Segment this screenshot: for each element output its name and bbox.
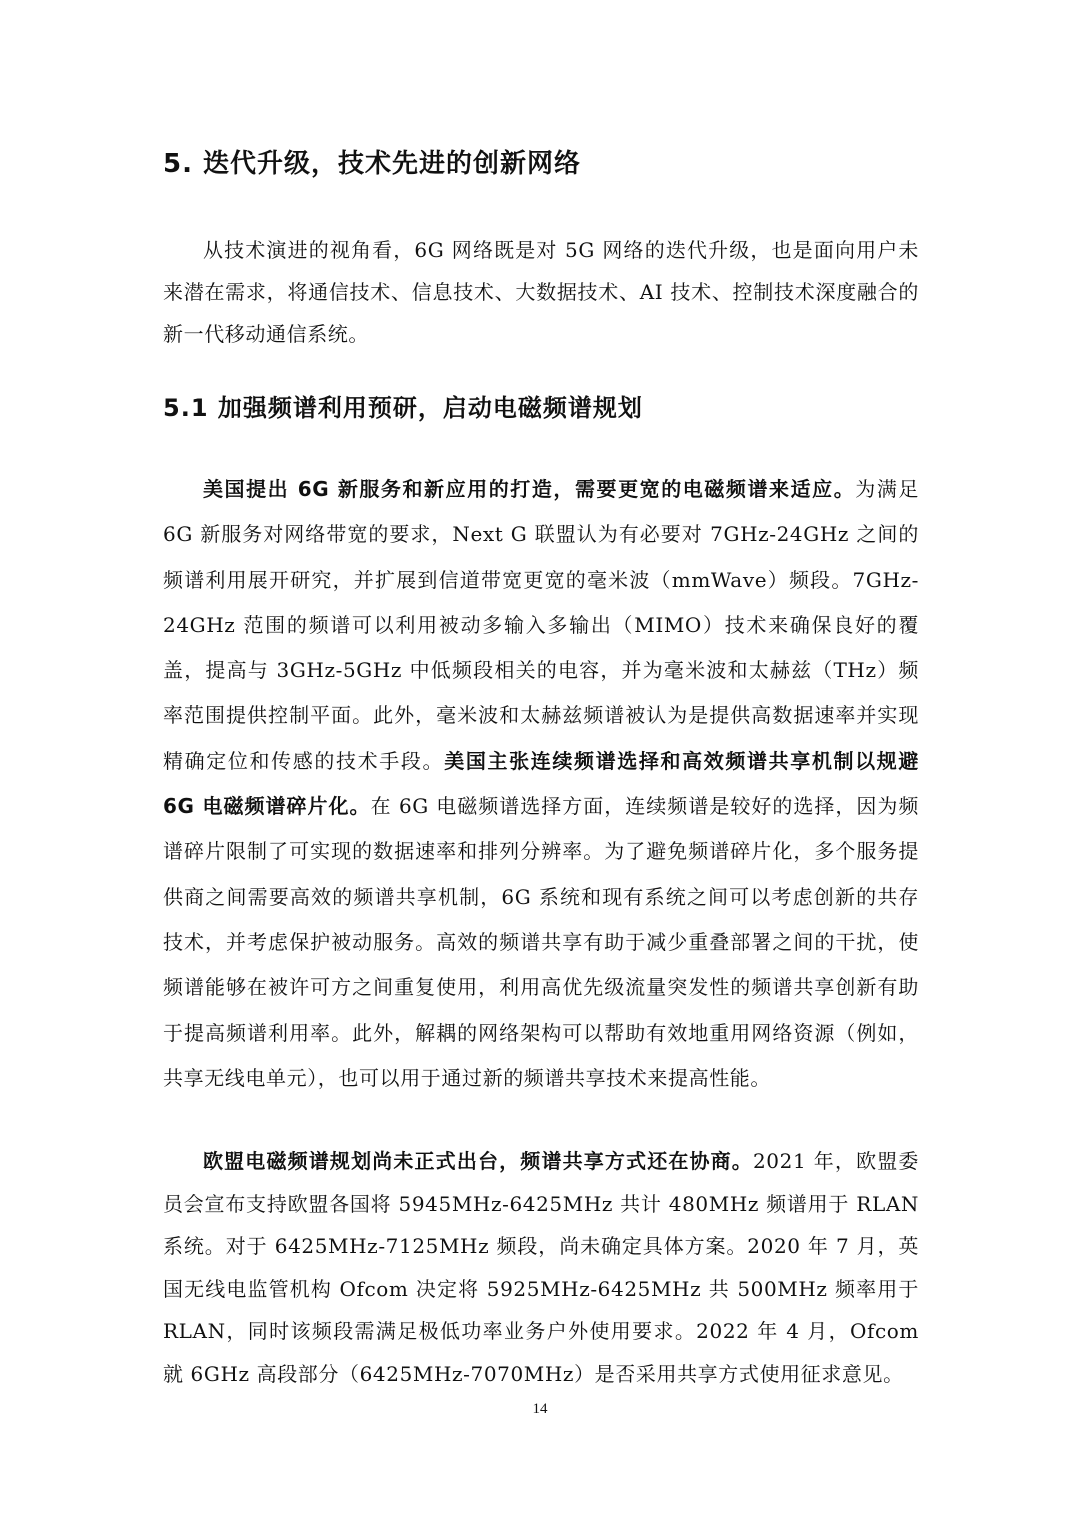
us-spectrum-paragraph [163, 467, 919, 1101]
us-spectrum-text: 为满足 6G 新服务对网络带宽的要求，Next G 联盟认为有必要对 7GHz-24GHz 之间的频谱利用展开研究，并扩展到信道带宽更宽的毫米波（mmWave）频段。7GHz-24GHz 范围的频谱可以利用被动多输入多输出（MIMO）技术来确保良好的覆盖，提高与 3GHz-5GHz 中低频段相关的电容，并为毫米波和太赫兹（THz）频率范围提供控制平面。此外，毫米波和太赫兹频谱被认为是提供高数据速率并实现精确定位和传感的技术手段。 [163, 477, 919, 773]
page-number: 14 [532, 1401, 548, 1417]
us-spectrum-lead-bold: 美国提出 6G 新服务和新应用的打造，需要更宽的电磁频谱来适应。 [203, 477, 856, 501]
subsection-heading: 5.1 加强频谱利用预研，启动电磁频谱规划 [163, 394, 643, 422]
section-heading: 5. 迭代升级，技术先进的创新网络 [163, 149, 582, 179]
section-intro-paragraph: 从技术演进的视角看，6G 网络既是对 5G 网络的迭代升级，也是面向用户未来潜在需求，将通信技术、信息技术、大数据技术、AI 技术、控制技术深度融合的新一代移动通信系统。 [163, 238, 919, 346]
eu-spectrum-paragraph [163, 1140, 919, 1395]
eu-spectrum-text: 2021 年，欧盟委员会宣布支持欧盟各国将 5945MHz-6425MHz 共计 480MHz 频谱用于 RLAN 系统。对于 6425MHz-7125MHz 频段，尚未确定具体方案。2020 年 7 月，英国无线电监管机构 Ofcom 决定将 5925MHz-6425MHz 共 500MHz 频率用于 RLAN，同时该频段需满足极低功率业务户外使用要求。2022 年 4 月，Ofcom 就 6GHz 高段部分（6425MHz-7070MHz）是否采用共享方式使用征求意见。 [163, 1149, 919, 1386]
us-spectrum-mid-bold: 美国主张连续频谱选择和高效频谱共享机制以规避 6G 电磁频谱碎片化。 [163, 748, 919, 819]
eu-spectrum-lead-bold: 欧盟电磁频谱规划尚未正式出台，频谱共享方式还在协商。 [203, 1149, 753, 1173]
us-spectrum-text-continued: 在 6G 电磁频谱选择方面，连续频谱是较好的选择，因为频谱碎片限制了可实现的数据速率和排列分辨率。为了避免频谱碎片化，多个服务提供商之间需要高效的频谱共享机制，6G 系统和现有系统之间可以考虑创新的共存技术，并考虑保护被动服务。高效的频谱共享有助于减少重叠部署之间的干扰，使频谱能够在被许可方之间重复使用，利用高优先级流量突发性的频谱共享创新有助于提高频谱利用率。此外，解耦的网络架构可以帮助有效地重用网络资源（例如，共享无线电单元），也可以用于通过新的频谱共享技术来提高性能。 [163, 794, 919, 1090]
